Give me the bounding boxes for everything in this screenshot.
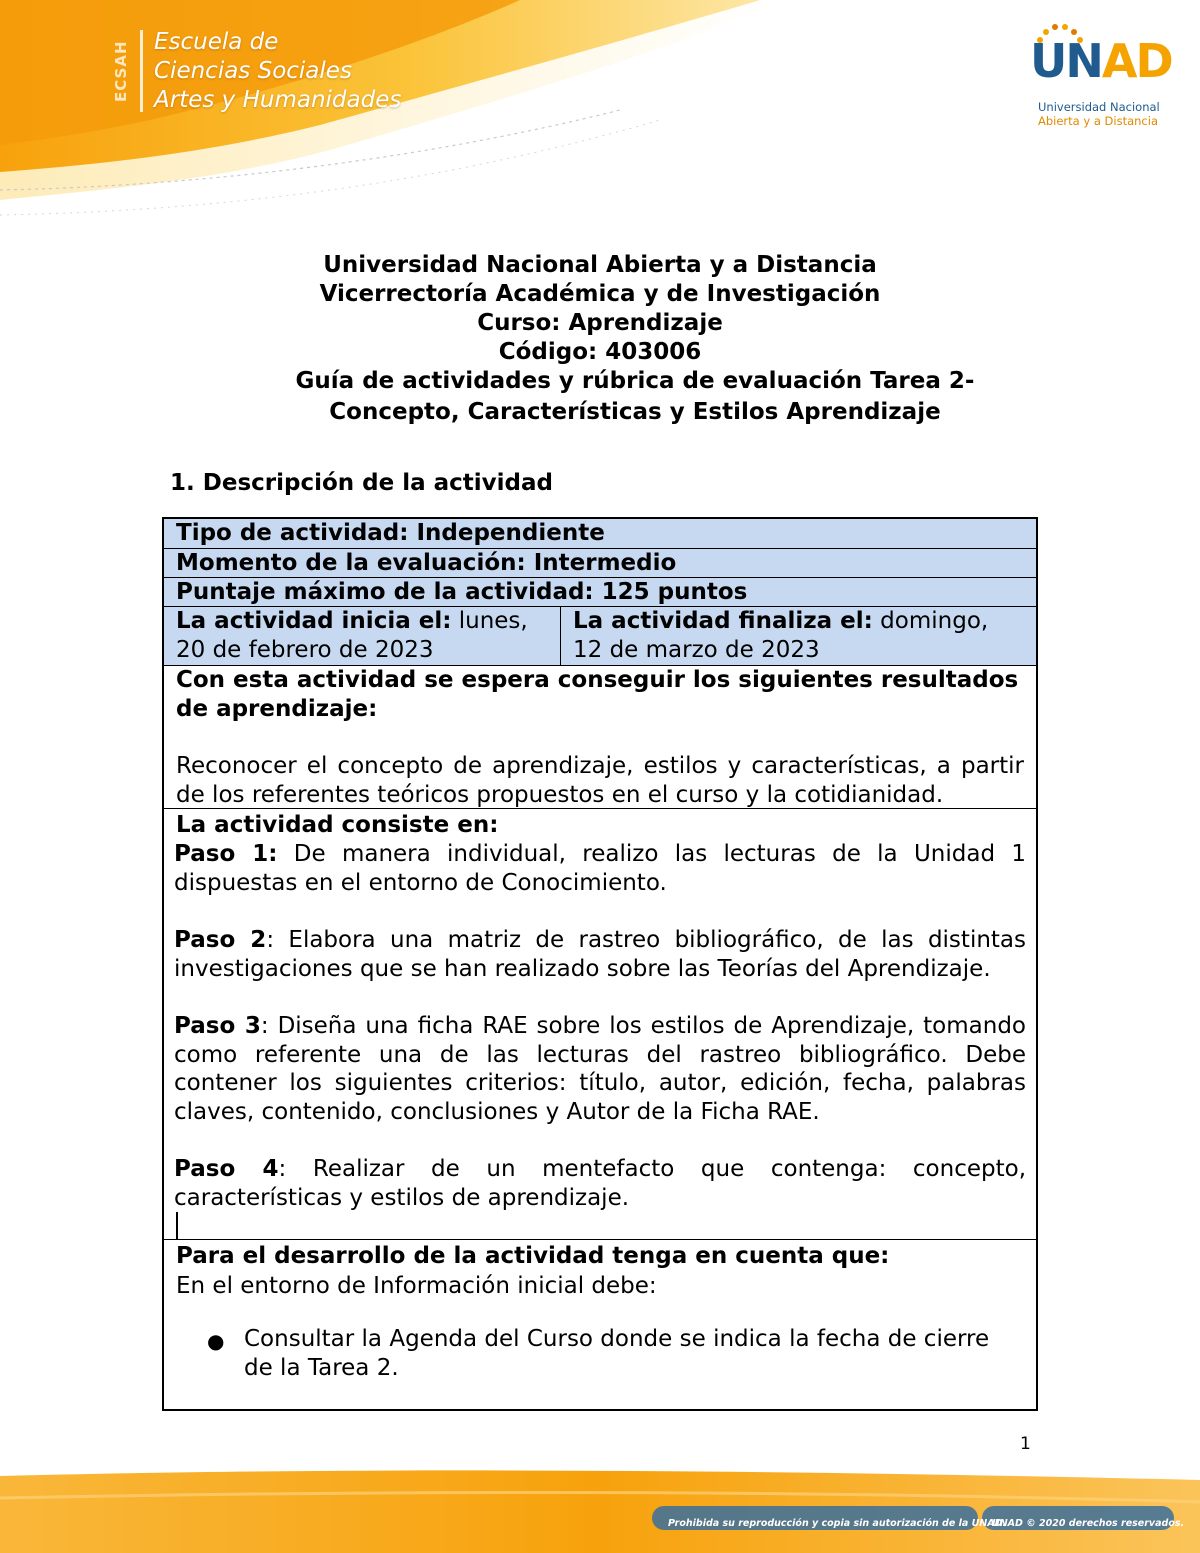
school-abbrev: ECSAH <box>112 40 130 102</box>
school-logo <box>112 28 432 118</box>
row-evaluation-moment <box>164 549 1036 578</box>
activity-type: Tipo de actividad: Independiente <box>176 520 605 546</box>
course-code: Código: 403006 <box>498 339 702 365</box>
school-line-1: Escuela de <box>154 29 279 55</box>
activity-table <box>162 517 1038 1411</box>
footer-band <box>0 1468 1200 1553</box>
row-activity-type <box>164 519 1036 549</box>
consideration-bullet: Consultar la Agenda del Curso donde se indica la fecha de cierre de la Tarea 2. <box>244 1326 990 1381</box>
bullet-icon: ● <box>207 1329 225 1353</box>
row-learning-outcomes <box>164 666 1036 809</box>
end-date-value: domingo, 12 de marzo de 2023 <box>573 608 989 663</box>
outcomes-heading: Con esta actividad se espera conseguir los siguientes resultados de aprendizaje: <box>176 667 1019 722</box>
row-max-score <box>164 578 1036 607</box>
document-title-block <box>0 251 1200 367</box>
start-date-label: La actividad inicia el: <box>176 608 452 634</box>
start-date <box>176 607 548 665</box>
end-date-label: La actividad finaliza el: <box>573 608 873 634</box>
end-date <box>573 607 1024 665</box>
step-1-text: De manera individual, realizo las lecturas de la Unidad 1 dispuestas en el entorno de Conocimiento. <box>174 841 1026 896</box>
course-name: Curso: Aprendizaje <box>477 310 723 336</box>
considerations-heading: Para el desarrollo de la actividad tenga en cuenta que: <box>176 1243 890 1269</box>
step-4-label: Paso 4 <box>174 1156 279 1182</box>
considerations-intro: En el entorno de Información inicial debe: <box>176 1273 657 1299</box>
step-2-label: Paso 2 <box>174 927 267 953</box>
start-date-cell <box>164 607 561 665</box>
vicerrectoria: Vicerrectoría Académica y de Investigación <box>319 281 881 307</box>
footer-copyright: UNAD © 2020 derechos reservados. <box>992 1518 1185 1529</box>
outcomes-text: Reconocer el concepto de aprendizaje, estilos y características, a partir de los referentes teóricos propuestos en el curso y la cotidianidad. <box>176 753 1024 808</box>
step-3 <box>174 1012 1026 1126</box>
step-1-label: Paso 1: <box>174 841 278 867</box>
footer-notice: Prohibida su reproducción y copia sin autorización de la UNAD. <box>668 1518 1007 1529</box>
row-dates <box>164 607 1036 666</box>
consists-heading: La actividad consiste en: <box>176 812 499 838</box>
unad-logo <box>1030 22 1170 132</box>
unad-wordmark: UNAD <box>1030 34 1172 88</box>
school-logo-divider <box>140 30 143 112</box>
step-3-text: : Diseña una ficha RAE sobre los estilos de Aprendizaje, tomando como referente una de las lecturas del rastreo bibliográfico. Debe contener los siguientes criterios: título, autor, edición, fecha, palabras claves, contenido, conclusiones y Autor de la Ficha RAE. <box>174 1013 1026 1125</box>
school-line-3: Artes y Humanidades <box>154 87 402 113</box>
step-2-text: : Elabora una matriz de rastreo bibliográfico, de las distintas investigaciones que se han realizado sobre las Teorías del Aprendizaje. <box>174 927 1027 982</box>
step-4 <box>174 1155 1026 1212</box>
guide-title: Guía de actividades y rúbrica de evaluación Tarea 2- Concepto, Características y Estilos Aprendizaje <box>295 368 975 425</box>
start-date-value: lunes, 20 de febrero de 2023 <box>176 608 528 663</box>
max-score: Puntaje máximo de la actividad: 125 puntos <box>176 579 748 605</box>
section-title: Descripción de la actividad <box>202 470 553 496</box>
end-date-cell <box>561 607 1036 665</box>
text-cursor <box>176 1212 178 1240</box>
step-2 <box>174 926 1026 983</box>
section-number: 1. <box>170 470 195 496</box>
step-1 <box>174 840 1026 897</box>
school-line-2: Ciencias Sociales <box>154 58 352 84</box>
unad-name-line-1: Universidad Nacional <box>1038 100 1160 114</box>
step-4-text: : Realizar de un mentefacto que contenga: concepto, <box>278 1156 1027 1182</box>
row-activity-steps <box>164 809 1036 1240</box>
step-4-text-rest: características y estilos de aprendizaje. <box>174 1184 630 1211</box>
unad-name-line-2: Abierta y a Distancia <box>1038 114 1158 128</box>
evaluation-moment: Momento de la evaluación: Intermedio <box>176 550 677 576</box>
section-heading <box>170 470 553 496</box>
page-number: 1 <box>1020 1434 1031 1454</box>
university-name: Universidad Nacional Abierta y a Distancia <box>323 252 877 278</box>
step-3-label: Paso 3 <box>174 1013 261 1039</box>
step-4-first-line <box>174 1155 1026 1184</box>
